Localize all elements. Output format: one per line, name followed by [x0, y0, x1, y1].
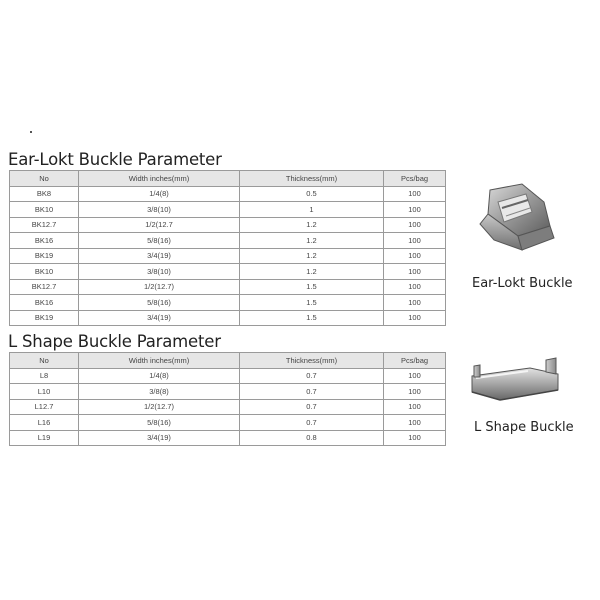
- table-cell: BK8: [10, 186, 79, 202]
- column-header: Pcs/bag: [384, 353, 446, 369]
- table-cell: 100: [384, 368, 446, 384]
- table-cell: 1/2(12.7: [79, 217, 240, 233]
- table-cell: BK10: [10, 264, 79, 280]
- l-shape-buckle-image: [466, 356, 566, 406]
- table-cell: 100: [384, 217, 446, 233]
- column-header: Width inches(mm): [79, 353, 240, 369]
- table-row: [10, 279, 446, 295]
- table-cell: 1.2: [240, 248, 384, 264]
- l-shape-section-title: L Shape Buckle Parameter: [8, 332, 221, 351]
- ear-lokt-parameter-table: [9, 170, 446, 326]
- table-header-row: [10, 171, 446, 187]
- table-row: [10, 186, 446, 202]
- table-cell: 1.5: [240, 295, 384, 311]
- table-cell: 100: [384, 233, 446, 249]
- table-cell: 100: [384, 186, 446, 202]
- table-row: [10, 217, 446, 233]
- table-row: [10, 415, 446, 431]
- l-shape-buckle-caption: L Shape Buckle: [474, 420, 574, 435]
- column-header: No: [10, 353, 79, 369]
- table-cell: 1.2: [240, 264, 384, 280]
- table-cell: 1.2: [240, 217, 384, 233]
- ear-lokt-table-body: [10, 186, 446, 326]
- table-cell: 100: [384, 430, 446, 446]
- table-row: [10, 368, 446, 384]
- table-row: [10, 310, 446, 326]
- table-cell: 5/8(16): [79, 295, 240, 311]
- table-cell: 1.2: [240, 233, 384, 249]
- table-row: [10, 202, 446, 218]
- table-cell: 100: [384, 415, 446, 431]
- stray-mark: [30, 131, 32, 133]
- table-cell: 5/8(16): [79, 415, 240, 431]
- table-cell: 1.5: [240, 279, 384, 295]
- column-header: Width inches(mm): [79, 171, 240, 187]
- table-cell: BK12.7: [10, 217, 79, 233]
- table-cell: BK16: [10, 233, 79, 249]
- column-header: Pcs/bag: [384, 171, 446, 187]
- table-cell: 100: [384, 279, 446, 295]
- table-cell: BK12.7: [10, 279, 79, 295]
- table-cell: L16: [10, 415, 79, 431]
- table-cell: 1/4(8): [79, 368, 240, 384]
- table-cell: 0.8: [240, 430, 384, 446]
- table-cell: 0.5: [240, 186, 384, 202]
- table-row: [10, 248, 446, 264]
- table-row: [10, 399, 446, 415]
- column-header: Thickness(mm): [240, 171, 384, 187]
- ear-lokt-buckle-caption: Ear-Lokt Buckle: [472, 276, 573, 291]
- ear-lokt-buckle-image: [470, 180, 562, 260]
- column-header: No: [10, 171, 79, 187]
- table-cell: 0.7: [240, 368, 384, 384]
- table-cell: L10: [10, 384, 79, 400]
- table-cell: 100: [384, 264, 446, 280]
- table-cell: 1/4(8): [79, 186, 240, 202]
- table-cell: BK19: [10, 248, 79, 264]
- table-cell: 1/2(12.7): [79, 279, 240, 295]
- table-cell: BK16: [10, 295, 79, 311]
- table-cell: 100: [384, 399, 446, 415]
- l-shape-parameter-table: [9, 352, 446, 446]
- table-cell: 5/8(16): [79, 233, 240, 249]
- table-cell: 3/8(8): [79, 384, 240, 400]
- table-cell: L8: [10, 368, 79, 384]
- table-cell: 100: [384, 202, 446, 218]
- table-cell: 1/2(12.7): [79, 399, 240, 415]
- ear-lokt-section-title: Ear-Lokt Buckle Parameter: [8, 150, 222, 169]
- table-cell: 100: [384, 248, 446, 264]
- table-cell: BK19: [10, 310, 79, 326]
- table-cell: 1: [240, 202, 384, 218]
- table-cell: L12.7: [10, 399, 79, 415]
- table-cell: 0.7: [240, 399, 384, 415]
- table-cell: 3/4(19): [79, 248, 240, 264]
- table-cell: 100: [384, 384, 446, 400]
- table-cell: 3/8(10): [79, 264, 240, 280]
- table-cell: BK10: [10, 202, 79, 218]
- table-row: [10, 233, 446, 249]
- l-shape-table-body: [10, 368, 446, 446]
- table-cell: 100: [384, 295, 446, 311]
- table-cell: 100: [384, 310, 446, 326]
- table-cell: L19: [10, 430, 79, 446]
- table-header-row: [10, 353, 446, 369]
- table-cell: 0.7: [240, 384, 384, 400]
- table-row: [10, 384, 446, 400]
- table-cell: 1.5: [240, 310, 384, 326]
- column-header: Thickness(mm): [240, 353, 384, 369]
- table-cell: 3/4(19): [79, 310, 240, 326]
- table-row: [10, 295, 446, 311]
- table-row: [10, 430, 446, 446]
- table-row: [10, 264, 446, 280]
- table-cell: 0.7: [240, 415, 384, 431]
- table-cell: 3/8(10): [79, 202, 240, 218]
- table-cell: 3/4(19): [79, 430, 240, 446]
